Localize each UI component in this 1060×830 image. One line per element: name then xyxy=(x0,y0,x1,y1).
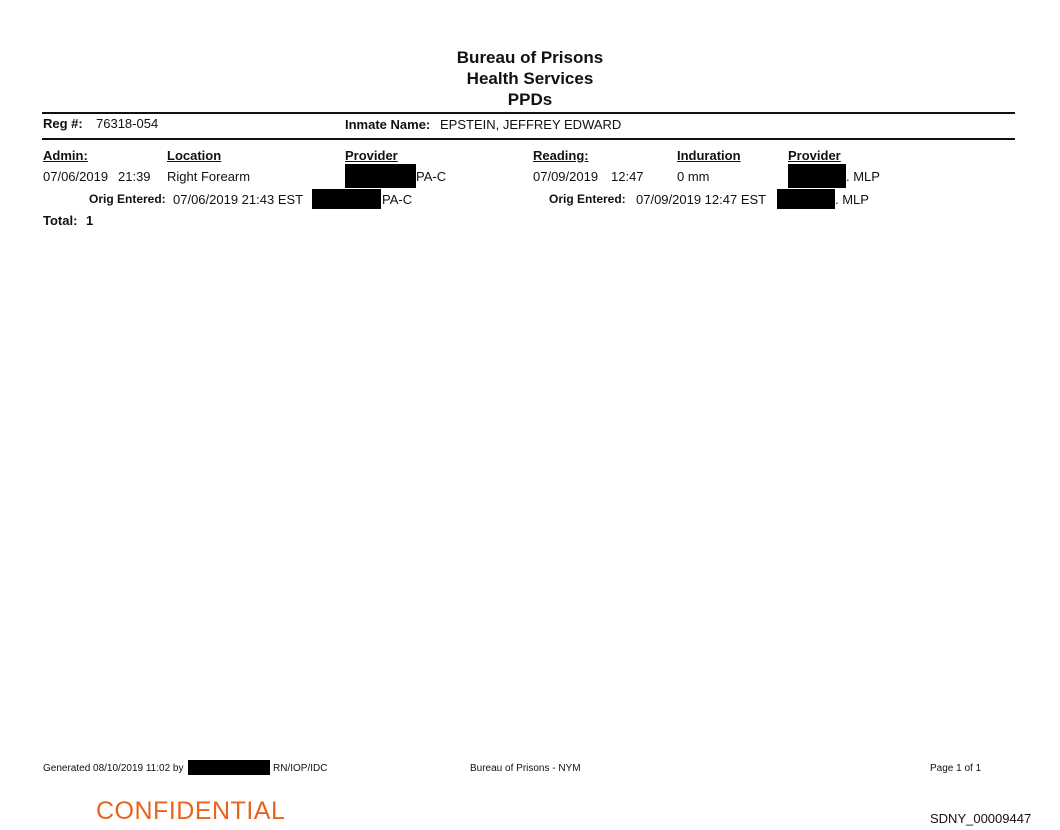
footer-page-number: Page 1 of 1 xyxy=(930,763,982,774)
col-reading: Reading: xyxy=(533,148,589,163)
location-value: Right Forearm xyxy=(167,169,251,184)
confidential-stamp: CONFIDENTIAL xyxy=(96,797,286,825)
total-value: 1 xyxy=(86,213,94,228)
header-title-2: Health Services xyxy=(466,69,594,88)
orig-entered-reading: 07/09/2019 12:47 EST xyxy=(636,192,767,207)
total-label: Total: xyxy=(43,213,78,228)
inmate-name-label: Inmate Name: xyxy=(345,117,431,132)
provider-reading-suffix: . MLP xyxy=(846,169,880,184)
redaction-block xyxy=(777,189,835,209)
redaction-block xyxy=(188,760,270,775)
admin-date: 07/06/2019 xyxy=(43,169,109,184)
header-title-3: PPDs xyxy=(507,90,553,109)
reading-date: 07/09/2019 xyxy=(533,169,599,184)
header-rule-top xyxy=(42,112,1015,114)
footer-center: Bureau of Prisons - NYM xyxy=(470,763,581,774)
header-title-1: Bureau of Prisons xyxy=(456,48,604,67)
orig-entered-admin: 07/06/2019 21:43 EST xyxy=(173,192,304,207)
col-induration: Induration xyxy=(677,148,741,163)
inmate-name-value: EPSTEIN, JEFFREY EDWARD xyxy=(440,117,622,132)
reg-value: 76318-054 xyxy=(96,116,159,131)
footer-generated-role: RN/IOP/IDC xyxy=(273,763,328,774)
induration-value: 0 mm xyxy=(677,169,710,184)
col-location: Location xyxy=(167,148,222,163)
reading-time: 12:47 xyxy=(611,169,644,184)
orig-entered-label-reading: Orig Entered: xyxy=(549,192,626,206)
redaction-block xyxy=(345,164,416,188)
col-provider-reading: Provider xyxy=(788,148,841,163)
col-admin: Admin: xyxy=(43,148,88,163)
orig-entered-label-admin: Orig Entered: xyxy=(89,192,166,206)
orig-provider-admin-suffix: PA-C xyxy=(382,192,413,207)
redaction-block xyxy=(788,164,846,188)
admin-time: 21:39 xyxy=(118,169,151,184)
col-provider-admin: Provider xyxy=(345,148,398,163)
header-rule-bottom xyxy=(42,138,1015,140)
provider-admin-suffix: PA-C xyxy=(416,169,447,184)
orig-provider-reading-suffix: . MLP xyxy=(835,192,869,207)
bates-number: SDNY_00009447 xyxy=(930,811,1032,826)
reg-label: Reg #: xyxy=(43,116,83,131)
footer-generated: Generated 08/10/2019 11:02 by xyxy=(43,763,184,774)
redaction-block xyxy=(312,189,381,209)
